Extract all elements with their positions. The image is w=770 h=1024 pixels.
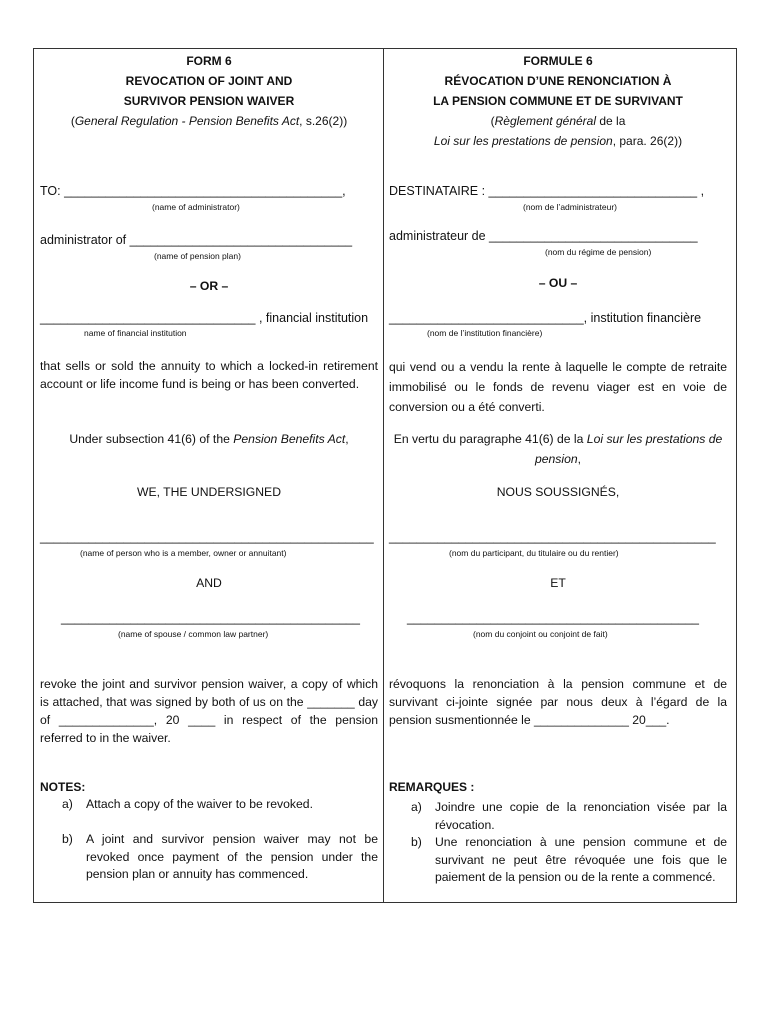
citation-regulation-fr: Règlement général <box>494 114 597 128</box>
undersigned-text-fr: NOUS SOUSSIGNÉS, <box>496 485 620 499</box>
revoke-text: revoke the joint and survivor pension waiver, a copy of which is attached, that was signed by both of us on the _______ day of ______________, 20 ____ in respect of the pension referred to in the waiver. <box>40 677 378 745</box>
administrator-field-fr[interactable]: administrateur de ______________________________ <box>389 229 698 243</box>
and-text-fr: ET <box>550 576 566 590</box>
administrator-field[interactable]: administrator of ________________________________ <box>40 233 353 247</box>
institution-field-fr[interactable]: ____________________________, institution financière <box>389 311 702 325</box>
form-border <box>33 48 737 903</box>
form-title-line2-fr: LA PENSION COMMUNE ET DE SURVIVANT <box>433 94 683 108</box>
form-citation-fr <box>389 111 727 131</box>
subsection-act: Pension Benefits Act <box>233 432 346 446</box>
form-citation <box>40 111 378 131</box>
notes-heading: NOTES: <box>40 780 86 794</box>
note-b-label-fr: b) <box>411 835 422 849</box>
institution-caption: name of financial institution <box>84 328 187 338</box>
spouse-field[interactable]: ___________________________________________ <box>61 611 360 625</box>
subsection-before: Under subsection 41(6) of the <box>69 432 234 446</box>
citation-act-fr: Loi sur les prestations de pension <box>433 134 613 148</box>
undersigned-text: WE, THE UNDERSIGNED <box>136 485 281 499</box>
administrator-caption: (name of pension plan) <box>154 251 241 261</box>
to-field-fr[interactable]: DESTINATAIRE : ______________________________ , <box>389 184 705 198</box>
member-caption-fr: (nom du participant, du titulaire ou du rentier) <box>449 548 619 558</box>
annuity-text: that sells or sold the annuity to which a locked-in retirement account or life income fund is being or has been converted. <box>40 359 378 391</box>
form-number-fr: FORMULE 6 <box>523 54 593 68</box>
member-caption: (name of person who is a member, owner or annuitant) <box>80 548 287 558</box>
subsection-act-fr: Loi sur les prestations de pension <box>534 432 723 466</box>
form-title-line1: REVOCATION OF JOINT AND <box>125 74 293 88</box>
subsection-after-fr: , <box>577 452 582 466</box>
subsection-text-fr <box>389 429 727 469</box>
subsection-text <box>40 429 378 449</box>
note-a-label: a) <box>62 797 73 811</box>
to-field[interactable]: TO: ________________________________________, <box>40 184 346 198</box>
subsection-after: , <box>345 432 349 446</box>
note-b-text: A joint and survivor pension waiver may not be revoked once payment of the pension under the pension plan or annuity has commenced. <box>86 832 378 881</box>
member-field[interactable]: ________________________________________________ <box>40 530 374 544</box>
note-a-text: Attach a copy of the waiver to be revoked. <box>86 797 313 811</box>
institution-field[interactable]: _______________________________ , financial institution <box>40 311 369 325</box>
form-number: FORM 6 <box>186 54 232 68</box>
form-citation2-fr <box>389 131 727 151</box>
citation-act: General Regulation - Pension Benefits Act <box>74 114 300 128</box>
note-b-label: b) <box>62 832 73 846</box>
notes-heading-fr: REMARQUES : <box>389 780 475 794</box>
citation-section: , s.26(2)) <box>299 114 348 128</box>
subsection-before-fr: En vertu du paragraphe 41(6) de la <box>393 432 587 446</box>
spouse-caption-fr: (nom du conjoint ou conjoint de fait) <box>473 629 608 639</box>
administrator-caption-fr: (nom du régime de pension) <box>545 247 652 257</box>
or-separator-fr: – OU – <box>538 276 578 290</box>
note-b-text-fr: Une renonciation à une pension commune et de survivant ne peut être révoquée une fois que le paiement de la pension ou de la rente a commencé. <box>435 835 727 884</box>
column-divider <box>383 48 384 903</box>
spouse-caption: (name of spouse / common law partner) <box>118 629 269 639</box>
citation-open: ( <box>70 114 75 128</box>
note-a-label-fr: a) <box>411 800 422 814</box>
citation-open-fr: ( <box>490 114 495 128</box>
to-caption-fr: (nom de l’administrateur) <box>523 202 618 212</box>
institution-caption-fr: (nom de l’institution financière) <box>427 328 543 338</box>
form-title-line1-fr: RÉVOCATION D’UNE RENONCIATION À <box>444 74 672 88</box>
citation-de-la-fr: de la <box>596 114 626 128</box>
member-field-fr[interactable]: _______________________________________________ <box>389 530 716 544</box>
annuity-text-fr: qui vend ou a vendu la rente à laquelle le compte de retraite immobilisé ou le fonds de revenu viager est en voie de conversion ou a été converti. <box>389 360 727 414</box>
and-text: AND <box>196 576 222 590</box>
form-title-line2: SURVIVOR PENSION WAIVER <box>123 94 295 108</box>
note-a-text-fr: Joindre une copie de la renonciation visée par la révocation. <box>435 800 727 832</box>
revoke-text-fr: révoquons la renonciation à la pension commune et de survivant ci-jointe signée par nous deux à l’égard de la pension susmentionnée le ______________ 20___. <box>389 677 727 727</box>
or-separator: – OR – <box>189 279 229 293</box>
citation-section-fr: , para. 26(2)) <box>612 134 683 148</box>
to-caption: (name of administrator) <box>152 202 240 212</box>
spouse-field-fr[interactable]: __________________________________________ <box>407 611 699 625</box>
